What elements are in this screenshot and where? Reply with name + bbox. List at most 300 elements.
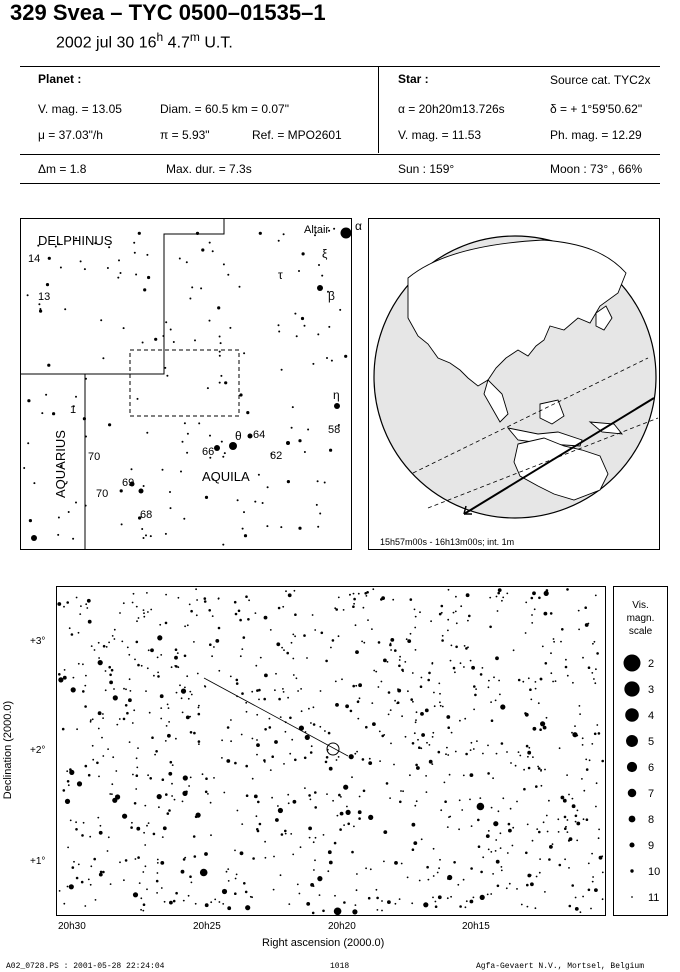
chart-star — [271, 797, 273, 799]
chart-star — [572, 732, 577, 737]
finder-star — [317, 526, 319, 528]
chart-star — [529, 688, 532, 691]
constellation-aquila: AQUILA — [202, 469, 250, 484]
chart-star — [312, 912, 315, 915]
chart-star — [507, 852, 509, 854]
chart-star — [586, 818, 589, 821]
chart-star — [491, 807, 493, 809]
star-vmag: V. mag. = 11.53 — [398, 128, 482, 142]
chart-star — [205, 777, 208, 780]
chart-star — [396, 702, 398, 704]
finder-star — [85, 505, 87, 507]
chart-star — [158, 806, 160, 808]
chart-star — [125, 704, 128, 707]
scale-dot — [629, 842, 634, 847]
chart-star — [463, 879, 465, 881]
chart-star — [306, 657, 308, 659]
chart-star — [355, 624, 357, 626]
chart-star — [246, 711, 248, 713]
chart-star — [83, 822, 85, 824]
chart-star — [591, 672, 593, 674]
chart-star — [84, 705, 87, 708]
finder-star — [229, 327, 231, 329]
label-14: 14 — [28, 253, 41, 265]
chart-star — [589, 759, 591, 761]
chart-star — [175, 648, 178, 651]
chart-star — [585, 623, 589, 627]
finder-star — [23, 467, 25, 469]
chart-star — [99, 831, 103, 835]
chart-star — [435, 905, 438, 908]
scale-dot — [631, 896, 633, 898]
finder-star — [75, 396, 77, 398]
chart-star — [427, 679, 430, 682]
chart-star — [372, 722, 376, 726]
chart-star — [518, 751, 520, 753]
chart-star — [356, 873, 358, 875]
chart-star — [590, 908, 592, 910]
chart-star — [568, 794, 570, 796]
chart-star — [191, 694, 193, 696]
chart-star — [498, 588, 502, 592]
chart-star — [63, 676, 67, 680]
finder-star — [278, 331, 280, 333]
chart-star — [136, 641, 139, 644]
finder-star — [301, 317, 304, 320]
chart-star — [488, 686, 490, 688]
chart-star — [368, 897, 371, 900]
chart-star — [108, 642, 110, 644]
chart-star — [447, 826, 449, 828]
chart-star — [157, 657, 159, 659]
chart-star — [568, 867, 570, 869]
chart-star — [78, 632, 80, 634]
chart-star — [349, 754, 354, 759]
chart-star — [592, 643, 594, 645]
chart-star — [454, 671, 456, 673]
label-theta: θ — [235, 429, 242, 443]
chart-star — [264, 616, 268, 620]
scale-mag-label: 10 — [648, 866, 661, 878]
chart-star — [236, 682, 239, 685]
finder-star — [302, 252, 305, 255]
chart-star — [273, 889, 275, 891]
chart-star — [502, 797, 504, 799]
chart-star — [544, 891, 546, 893]
chart-star — [539, 872, 541, 874]
scale-mag-label: 9 — [648, 840, 655, 852]
chart-star — [326, 793, 328, 795]
chart-star — [525, 632, 527, 634]
chart-star — [542, 646, 544, 648]
globe-panel — [368, 218, 660, 550]
chart-star — [366, 595, 368, 597]
chart-star — [425, 709, 429, 713]
chart-star — [297, 884, 299, 886]
chart-star — [196, 614, 198, 616]
event-datetime — [56, 30, 233, 52]
scale-dot — [628, 789, 637, 798]
chart-star — [66, 770, 68, 772]
finder-star — [281, 369, 283, 371]
chart-star — [314, 629, 316, 631]
chart-star — [163, 826, 167, 830]
chart-star — [162, 778, 165, 781]
chart-star — [167, 704, 169, 706]
finder-star — [262, 502, 264, 504]
chart-star — [358, 683, 362, 687]
chart-star — [264, 728, 267, 731]
chart-star — [172, 764, 174, 766]
chart-star — [516, 888, 518, 890]
chart-star — [293, 674, 295, 676]
chart-star — [489, 597, 491, 599]
chart-star — [336, 759, 338, 761]
chart-star — [91, 645, 93, 647]
finder-star — [142, 342, 144, 344]
chart-star — [588, 889, 591, 892]
chart-star — [140, 897, 142, 899]
scale-mag-label: 3 — [648, 684, 655, 696]
chart-star — [543, 726, 547, 730]
chart-star — [227, 906, 231, 910]
finder-star — [259, 232, 262, 235]
chart-star — [513, 649, 515, 651]
chart-star — [150, 648, 154, 652]
chart-star — [294, 590, 296, 592]
chart-star — [168, 772, 172, 776]
chart-star — [265, 857, 267, 859]
constellation-delphinus: DELPHINUS — [38, 233, 113, 248]
chart-star — [363, 642, 365, 644]
chart-star — [599, 856, 603, 860]
chart-star — [576, 735, 578, 737]
chart-star — [480, 673, 483, 676]
finder-star — [45, 394, 47, 396]
chart-star — [448, 589, 450, 591]
chart-star — [313, 706, 315, 708]
chart-star — [373, 670, 375, 672]
chart-star — [361, 641, 363, 643]
finder-star — [304, 451, 306, 453]
chart-star — [567, 675, 569, 677]
finder-star — [244, 534, 247, 537]
chart-star — [508, 823, 511, 826]
chart-star — [182, 801, 184, 803]
finder-star — [227, 274, 229, 276]
star-phmag: Ph. mag. = 12.29 — [550, 128, 642, 142]
chart-star — [93, 858, 96, 861]
chart-star — [334, 910, 338, 914]
chart-star — [248, 599, 250, 601]
finder-star — [186, 261, 188, 263]
finder-star — [107, 267, 109, 269]
finder-star — [150, 535, 152, 537]
chart-star — [401, 863, 403, 865]
chart-star — [415, 764, 418, 767]
label-69: 69 — [122, 477, 135, 489]
chart-star — [495, 656, 499, 660]
finder-star — [237, 499, 239, 501]
chart-star — [365, 867, 367, 869]
label-70: 70 — [88, 451, 101, 463]
chart-star — [438, 751, 441, 754]
chart-star — [310, 722, 312, 724]
chart-star — [102, 755, 104, 757]
chart-star — [129, 741, 131, 743]
chart-star — [458, 828, 460, 830]
chart-star — [198, 740, 201, 743]
chart-star — [390, 638, 394, 642]
chart-star — [119, 861, 121, 863]
chart-star — [543, 821, 545, 823]
chart-star — [195, 903, 197, 905]
chart-star — [330, 647, 332, 649]
chart-star — [392, 599, 394, 601]
chart-star — [130, 690, 132, 692]
chart-star — [308, 794, 311, 797]
chart-star — [561, 628, 564, 631]
chart-star — [129, 678, 131, 680]
chart-star — [213, 646, 215, 648]
chart-star — [420, 685, 423, 688]
chart-star — [431, 663, 433, 665]
chart-star — [84, 685, 86, 687]
chart-star — [222, 903, 224, 905]
chart-star — [111, 669, 114, 672]
scale-dot — [630, 869, 633, 872]
finder-star — [60, 267, 62, 269]
chart-star — [329, 861, 333, 865]
finder-star — [219, 351, 221, 353]
chart-star — [346, 806, 348, 808]
chart-star — [535, 688, 537, 690]
chart-star — [470, 900, 474, 904]
chart-star — [300, 846, 302, 848]
finder-star — [294, 313, 296, 315]
chart-star — [559, 864, 562, 867]
finder-star — [146, 432, 148, 434]
finder-star — [219, 336, 221, 338]
finder-star — [162, 469, 164, 471]
chart-star — [463, 775, 465, 777]
finder-bright-star — [139, 489, 144, 494]
chart-star — [349, 594, 351, 596]
chart-star — [471, 742, 473, 744]
finder-star — [212, 250, 214, 252]
chart-star — [82, 663, 84, 665]
chart-star — [595, 595, 597, 597]
chart-star — [352, 909, 357, 914]
chart-star — [368, 761, 372, 765]
finder-star — [312, 363, 314, 365]
chart-star — [445, 753, 447, 755]
finder-star — [324, 482, 326, 484]
chart-star — [165, 594, 167, 596]
chart-star — [243, 636, 246, 639]
chart-star — [493, 821, 498, 826]
chart-star — [99, 873, 103, 877]
chart-star — [273, 856, 275, 858]
chart-star — [68, 784, 70, 786]
chart-star — [204, 597, 207, 600]
chart-star — [240, 851, 244, 855]
chart-star — [345, 704, 349, 708]
chart-star — [353, 593, 355, 595]
chart-star — [230, 719, 232, 721]
chart-star — [256, 714, 258, 716]
chart-star — [404, 661, 406, 663]
finder-star — [242, 528, 244, 530]
chart-star — [264, 841, 266, 843]
chart-star — [337, 815, 339, 817]
chart-star — [290, 833, 292, 835]
label-13: 13 — [38, 291, 51, 303]
chart-star — [274, 689, 276, 691]
finder-star — [344, 355, 347, 358]
source-catalog: Source cat. TYC2x — [550, 73, 651, 87]
scale-dot — [626, 735, 638, 747]
chart-star — [441, 605, 444, 608]
finder-bright-star — [248, 434, 253, 439]
chart-star — [532, 591, 536, 595]
planet-heading: Planet : — [38, 72, 82, 86]
chart-star — [434, 705, 436, 707]
chart-star — [602, 898, 604, 900]
chart-star — [560, 641, 562, 643]
finder-star — [121, 523, 123, 525]
finder-star — [191, 286, 193, 288]
chart-star — [432, 732, 434, 734]
chart-star — [289, 717, 292, 720]
chart-star — [188, 698, 190, 700]
finder-star — [147, 276, 150, 279]
star-heading: Star : — [398, 72, 429, 86]
chart-star — [179, 684, 181, 686]
chart-star — [398, 665, 401, 668]
chart-star — [146, 825, 148, 827]
chart-star — [390, 649, 392, 651]
chart-star — [278, 808, 283, 813]
chart-star — [429, 744, 431, 746]
chart-star — [187, 624, 189, 626]
chart-star — [257, 801, 260, 804]
chart-star — [305, 735, 310, 740]
finder-star — [83, 417, 86, 420]
chart-star — [173, 900, 176, 903]
chart-star — [423, 902, 428, 907]
chart-star — [143, 609, 145, 611]
chart-star — [189, 604, 191, 606]
chart-star — [538, 702, 540, 704]
finder-star — [267, 486, 269, 488]
chart-star — [149, 712, 151, 714]
chart-star — [108, 666, 111, 669]
chart-star — [63, 606, 65, 608]
chart-star — [255, 665, 257, 667]
chart-star — [567, 819, 569, 821]
chart-star — [164, 901, 166, 903]
max-duration: Max. dur. = 7.3s — [166, 162, 252, 176]
chart-star — [147, 667, 149, 669]
chart-star — [440, 705, 442, 707]
chart-star — [115, 770, 117, 772]
chart-star — [571, 732, 573, 734]
chart-star — [145, 865, 147, 867]
chart-star — [194, 855, 197, 858]
chart-star — [98, 728, 100, 730]
page-title: 329 Svea – TYC 0500–01535–1 — [10, 0, 326, 25]
finder-star — [220, 342, 222, 344]
chart-star — [369, 758, 371, 760]
x-axis-label: Right ascension (2000.0) — [262, 937, 385, 949]
finder-star — [131, 468, 133, 470]
chart-star — [319, 726, 321, 728]
date-prefix: 2002 jul 30 16 — [56, 34, 157, 52]
chart-star — [537, 766, 539, 768]
chart-star — [482, 856, 484, 858]
scale-mag-label: 8 — [648, 814, 655, 826]
chart-star — [294, 635, 296, 637]
chart-star — [219, 901, 221, 903]
chart-star — [133, 892, 138, 897]
chart-star — [366, 591, 369, 594]
finder-star — [85, 378, 87, 380]
chart-star — [438, 683, 440, 685]
chart-star — [89, 836, 91, 838]
finder-star — [118, 259, 120, 261]
chart-star — [550, 612, 553, 615]
chart-star — [528, 767, 531, 770]
finder-star — [48, 257, 51, 260]
chart-star — [581, 778, 583, 780]
x-tick-20h25: 20h25 — [193, 921, 221, 932]
finder-star — [108, 423, 111, 426]
chart-star — [310, 883, 314, 887]
finder-star — [243, 352, 245, 354]
chart-star — [110, 883, 112, 885]
chart-star — [473, 748, 475, 750]
chart-star — [328, 732, 331, 735]
chart-star — [453, 667, 456, 670]
chart-star — [456, 622, 458, 624]
chart-star — [88, 774, 91, 777]
chart-star — [539, 728, 542, 731]
chart-star — [258, 689, 261, 692]
chart-star — [338, 597, 340, 599]
chart-star — [296, 677, 298, 679]
chart-star — [136, 767, 138, 769]
scale-dot — [627, 762, 637, 772]
chart-star — [516, 801, 518, 803]
finder-star — [47, 364, 50, 367]
finder-star — [329, 449, 332, 452]
chart-star — [414, 805, 416, 807]
chart-star — [326, 756, 329, 759]
chart-star — [123, 879, 125, 881]
chart-star — [338, 756, 340, 758]
finder-star — [304, 325, 306, 327]
chart-star — [208, 609, 211, 612]
finder-star — [38, 303, 40, 305]
chart-star — [476, 740, 478, 742]
finder-star — [120, 272, 122, 274]
chart-star — [67, 780, 70, 783]
chart-star — [442, 706, 444, 708]
finder-star — [169, 491, 171, 493]
label-tau: τ — [278, 268, 283, 282]
chart-star — [135, 858, 137, 860]
